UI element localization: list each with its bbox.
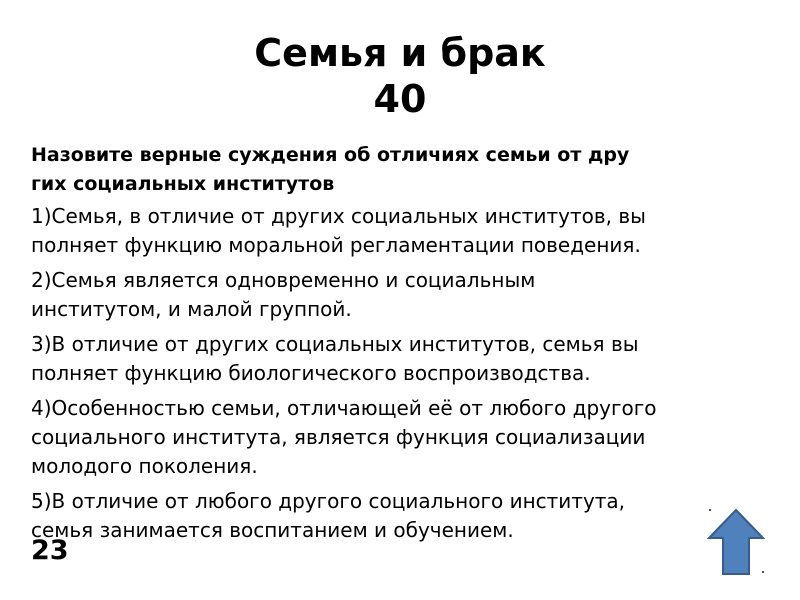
answer-option-line: 4)Особенностью семьи, отличающей её от любого другого — [31, 396, 657, 420]
answer-option-line: полняет функцию биологического воспроизводства. — [31, 361, 591, 385]
slide-title — [0, 30, 800, 122]
slide-title-line1: Семья и брак — [254, 31, 546, 75]
answer-option-line: молодого поколения. — [31, 454, 258, 478]
answer-option-line: 2)Семья является одновременно и социальным — [31, 268, 536, 292]
answer-option-line: 1)Семья, в отличие от других социальных институтов, вы — [31, 204, 646, 228]
decorative-dot — [762, 571, 764, 573]
up-arrow-icon[interactable] — [707, 508, 765, 576]
page-number: 23 — [31, 535, 69, 566]
slide-title-line2: 40 — [373, 77, 427, 121]
answer-option-2 — [31, 266, 771, 324]
slide-content — [31, 141, 771, 551]
answer-option-line: 5)В отличие от любого другого социального института, — [31, 489, 626, 513]
answer-option-4 — [31, 394, 771, 481]
answer-option-line: институтом, и малой группой. — [31, 297, 352, 321]
question-text — [31, 141, 771, 199]
decorative-dot — [709, 509, 711, 511]
answer-option-5 — [31, 487, 771, 545]
answer-option-line: социального института, является функция социализации — [31, 425, 646, 449]
answer-option-line: семья занимается воспитанием и обучением. — [31, 518, 514, 542]
answer-option-line: 3)В отличие от других социальных институтов, семья вы — [31, 332, 639, 356]
question-line2: гих социальных институтов — [31, 173, 335, 195]
question-line1: Назовите верные суждения об отличиях семьи от дру — [31, 144, 630, 166]
answer-option-line: полняет функцию моральной регламентации поведения. — [31, 233, 641, 257]
answer-option-1 — [31, 202, 771, 260]
answer-option-3 — [31, 330, 771, 388]
